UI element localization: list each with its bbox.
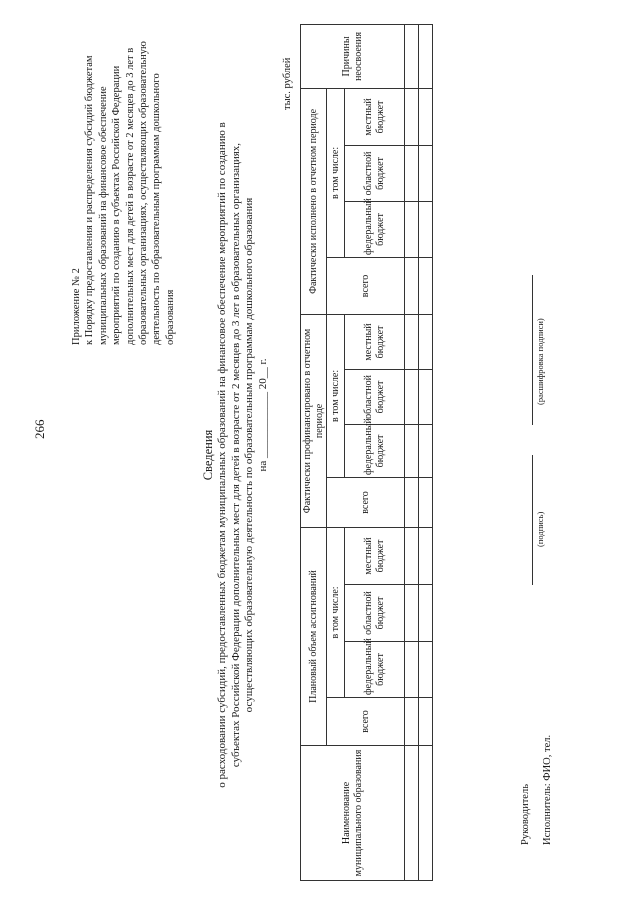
appendix-block bbox=[70, 20, 177, 345]
header-regional: областной бюджет bbox=[345, 585, 405, 642]
header-regional: областной бюджет bbox=[345, 145, 405, 201]
header-funded: Фактически профинансировано в отчетном периоде bbox=[301, 314, 327, 527]
report-title-line: о расходовании субсидий, предоставленных бюджетам муниципальных образований на финансовое обеспечение мероприятий по созданию в bbox=[215, 122, 228, 788]
table-row bbox=[419, 24, 433, 880]
report-title-line: субъектах Российской Федерации дополнительных мест для детей в возрасте от 2 месяцев до 3 лет в образовательных организациях, bbox=[229, 142, 242, 768]
header-reasons: Причины неосвоения bbox=[301, 24, 405, 88]
appendix-line: к Порядку предоставления и распределения субсидий бюджетам bbox=[84, 55, 96, 345]
header-regional: областной бюджет bbox=[345, 369, 405, 424]
page-number: 266 bbox=[32, 419, 47, 439]
head-label: Руководитель bbox=[520, 784, 531, 845]
appendix-line: образовательных организациях, осуществляющих образовательную bbox=[138, 41, 150, 345]
signature-block bbox=[520, 25, 564, 845]
header-municipality: Наименование муниципального образования bbox=[301, 746, 405, 881]
signature-line bbox=[532, 455, 533, 585]
header-total: всего bbox=[327, 698, 405, 746]
report-title bbox=[202, 25, 271, 885]
header-of-which: в том числе: bbox=[327, 88, 345, 257]
table-header-row bbox=[301, 24, 327, 880]
report-title-line: осуществляющих образовательную деятельность по образовательным программам дошкольного образования bbox=[243, 197, 256, 713]
header-local: местный бюджет bbox=[345, 88, 405, 145]
header-federal: федеральный бюджет bbox=[345, 424, 405, 477]
subsidy-table bbox=[300, 24, 433, 881]
appendix-line: мероприятий по созданию в субъектах Российской Федерации bbox=[111, 65, 123, 345]
header-total: всего bbox=[327, 477, 405, 527]
header-of-which: в том числе: bbox=[327, 527, 345, 697]
header-federal: федеральный бюджет bbox=[345, 201, 405, 257]
appendix-line: муниципальных образований на финансовое обеспечение bbox=[97, 86, 109, 345]
header-of-which: в том числе: bbox=[327, 314, 345, 477]
appendix-line: дополнительных мест для детей в возрасте от 2 месяцев до 3 лет в bbox=[124, 47, 136, 345]
appendix-line: Приложение № 2 bbox=[71, 268, 82, 345]
header-federal: федеральный бюджет bbox=[345, 642, 405, 698]
appendix-line: деятельность по образовательным программам дошкольного bbox=[151, 73, 163, 345]
header-local: местный бюджет bbox=[345, 314, 405, 369]
unit-label: тыс. рублей bbox=[282, 57, 293, 110]
report-heading: Сведения bbox=[201, 429, 215, 481]
decoding-caption: (расшифровка подписи) bbox=[535, 318, 545, 405]
table-row bbox=[405, 24, 419, 880]
executor-label: Исполнитель: ФИО, тел. bbox=[542, 734, 553, 845]
header-planned: Плановый объем ассигнований bbox=[301, 527, 327, 745]
signature-caption: (подпись) bbox=[535, 511, 545, 547]
appendix-line: образования bbox=[164, 289, 176, 345]
executor-row bbox=[542, 25, 564, 845]
header-executed: Фактически исполнено в отчетном периоде bbox=[301, 88, 327, 314]
header-local: местный бюджет bbox=[345, 527, 405, 584]
decoding-line bbox=[532, 275, 533, 425]
report-date-line: на ____________ 20__ г. bbox=[257, 358, 270, 472]
header-total: всего bbox=[327, 257, 405, 314]
head-signature-row bbox=[520, 25, 545, 845]
